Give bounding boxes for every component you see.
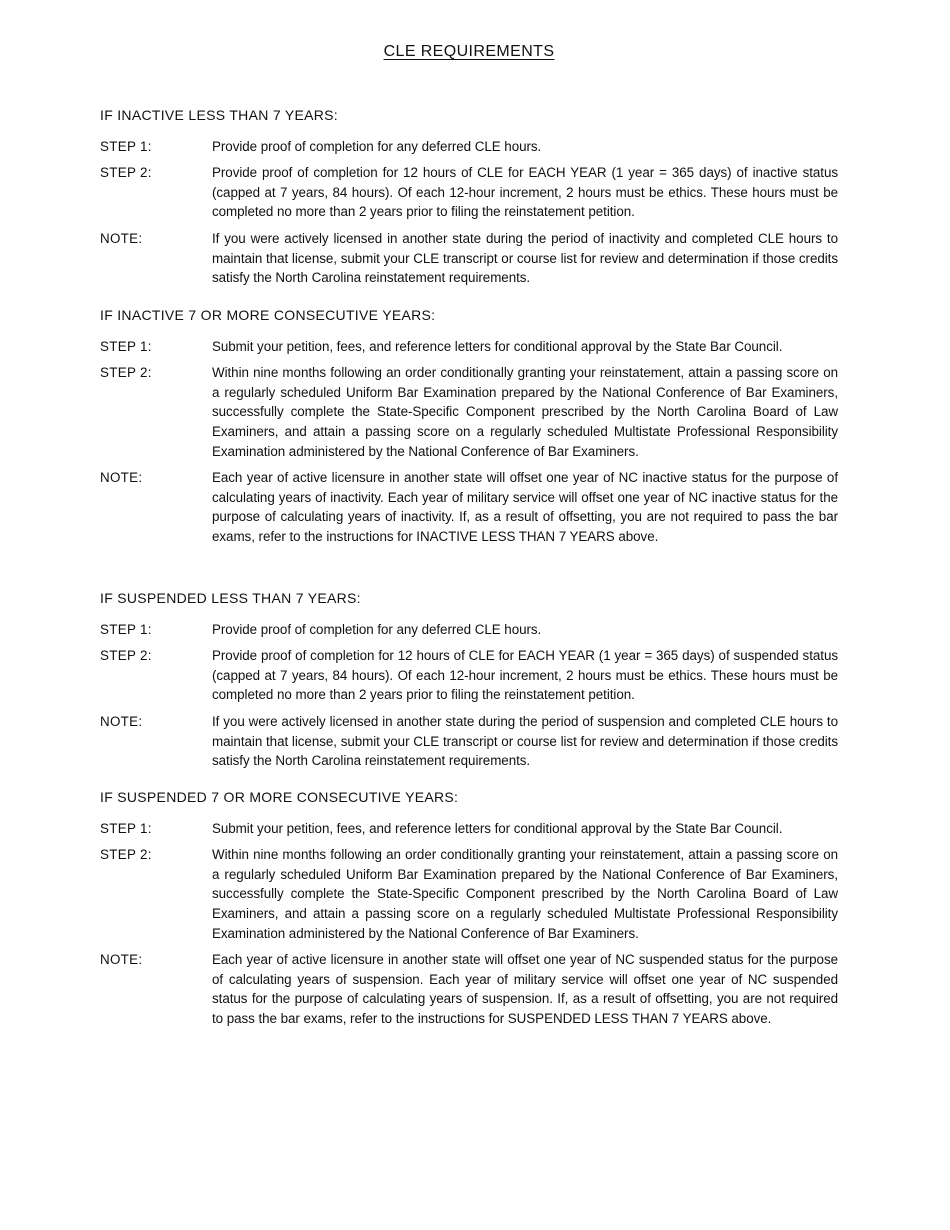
section-suspended-7-or-more [100, 788, 838, 1036]
row-label: STEP 1: [100, 820, 152, 836]
step-row [100, 363, 838, 461]
row-text: Within nine months following an order conditionally granting your reinstatement, attain a passing score on a regularly scheduled Uniform Bar Examination prepared by the National Conference of Bar Examiners, successfully complete the State-Specific Component prescribed by the North Carolina Board of Law Examiners, and attain a passing score on a regularly scheduled Multistate Professional Responsibility Examination administered by the National Conference of Bar Examiners. [212, 365, 838, 459]
row-label: STEP 2: [100, 847, 152, 863]
step-row [100, 646, 838, 705]
row-text: If you were actively licensed in another state during the period of inactivity and completed CLE hours to maintain that license, submit your CLE transcript or course list for review and determination if those credits satisfy the North Carolina reinstatement requirements. [212, 230, 838, 286]
row-text: Within nine months following an order conditionally granting your reinstatement, attain a passing score on a regularly scheduled Uniform Bar Examination prepared by the National Conference of Bar Examiners, successfully complete the State-Specific Component prescribed by the North Carolina Board of Law Examiners, and attain a passing score on a regularly scheduled Multistate Professional Responsibility Examination administered by the National Conference of Bar Examiners. [212, 847, 838, 941]
row-text: Submit your petition, fees, and reference letters for conditional approval by the State Bar Council. [212, 820, 783, 836]
section-heading: IF INACTIVE LESS THAN 7 YEARS: [100, 107, 338, 123]
row-text: Each year of active licensure in another state will offset one year of NC inactive status for the purpose of calculating years of inactivity. Each year of military service will offset one year of NC inactive status for the purpose of calculating years of inactivity. If, as a result of offsetting, you are not required to pass the bar exams, refer to the instructions for INACTIVE LESS THAN 7 YEARS above. [212, 470, 838, 544]
page-title-text: CLE REQUIREMENTS [383, 43, 555, 60]
note-row [100, 950, 838, 1028]
step-row [100, 620, 838, 640]
row-label: STEP 1: [100, 621, 152, 637]
section-heading: IF INACTIVE 7 OR MORE CONSECUTIVE YEARS: [100, 307, 436, 323]
row-label: STEP 2: [100, 165, 152, 181]
row-text: If you were actively licensed in another state during the period of suspension and completed CLE hours to maintain that license, submit your CLE transcript or course list for review and determination if those credits satisfy the North Carolina reinstatement requirements. [212, 713, 838, 769]
step-row [100, 845, 838, 943]
step-row [100, 163, 838, 222]
row-text: Provide proof of completion for any deferred CLE hours. [212, 621, 542, 637]
row-label: STEP 2: [100, 648, 152, 664]
row-text: Each year of active licensure in another state will offset one year of NC suspended status for the purpose of calculating years of suspension. Each year of military service will offset one year of NC suspended status for the purpose of calculating years of suspension. If, as a result of offsetting, you are not required to pass the bar exams, refer to the instructions for SUSPENDED LESS THAN 7 YEARS above. [212, 952, 838, 1026]
step-row [100, 137, 838, 157]
row-label: NOTE: [100, 713, 143, 729]
row-label: STEP 2: [100, 365, 152, 381]
note-row [100, 229, 838, 288]
step-row [100, 819, 838, 839]
row-label: NOTE: [100, 470, 143, 486]
page-title [0, 43, 938, 61]
section-suspended-less-than-7 [100, 589, 838, 778]
section-inactive-7-or-more [100, 306, 838, 554]
section-inactive-less-than-7 [100, 106, 838, 295]
note-row [100, 712, 838, 771]
row-label: NOTE: [100, 952, 143, 968]
row-label: NOTE: [100, 230, 143, 246]
row-text: Provide proof of completion for any deferred CLE hours. [212, 138, 542, 154]
row-text: Submit your petition, fees, and reference letters for conditional approval by the State Bar Council. [212, 338, 783, 354]
section-heading: IF SUSPENDED LESS THAN 7 YEARS: [100, 590, 361, 606]
row-text: Provide proof of completion for 12 hours of CLE for EACH YEAR (1 year = 365 days) of inactive status (capped at 7 years, 84 hours). Of each 12-hour increment, 2 hours must be ethics. These hours must be completed no more than 2 years prior to filing the reinstatement petition. [212, 165, 838, 220]
row-text: Provide proof of completion for 12 hours of CLE for EACH YEAR (1 year = 365 days) of suspended status (capped at 7 years, 84 hours). Of each 12-hour increment, 2 hours must be ethics. These hours must be completed no more than 2 years prior to filing the reinstatement petition. [212, 648, 838, 703]
section-heading: IF SUSPENDED 7 OR MORE CONSECUTIVE YEARS: [100, 789, 459, 805]
row-label: STEP 1: [100, 338, 152, 354]
step-row [100, 337, 838, 357]
row-label: STEP 1: [100, 138, 152, 154]
note-row [100, 468, 838, 546]
